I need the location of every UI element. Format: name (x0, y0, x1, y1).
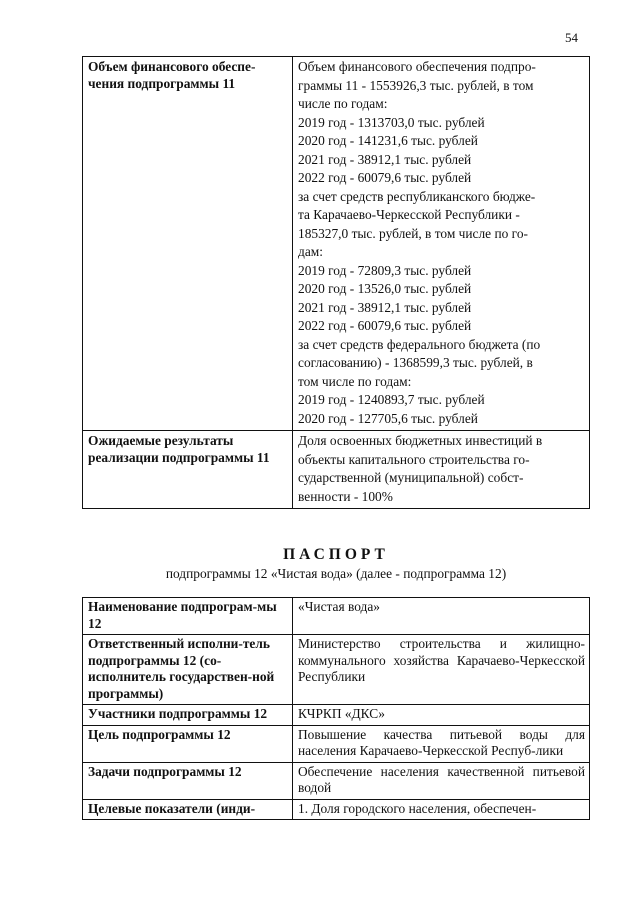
text-line: 185327,0 тыс. рублей, в том числе по го- (298, 225, 528, 241)
text-line: 2020 год - 13526,0 тыс. рублей (298, 281, 472, 296)
row-value-financing (293, 57, 590, 431)
text-line: за счет средств республиканского бюдже- (298, 188, 536, 204)
row-value-results (293, 431, 590, 509)
row-value-participants: КЧРКП «ДКС» (293, 705, 590, 726)
text-line: согласованию) - 1368599,3 тыс. рублей, в (298, 355, 533, 370)
row-value-goal: Повышение качества питьевой воды для населения Карачаево-Черкесской Респуб-лики (293, 725, 590, 762)
row-label-participants: Участники подпрограммы 12 (83, 705, 293, 726)
table-row (83, 635, 590, 705)
text-line: 2021 год - 38912,1 тыс. рублей (298, 299, 472, 315)
text-line: сударственной (муниципальной) собст- (298, 470, 524, 485)
row-label-results: Ожидаемые результаты реализации подпрограммы 11 (83, 431, 293, 509)
row-value-executor: Министерство строительства и жилищно-коммунального хозяйства Карачаево-Черкесской Республики (293, 635, 590, 705)
text-line: 2022 год - 60079,6 тыс. рублей (298, 170, 472, 185)
row-label-indicators: Целевые показатели (инди- (83, 799, 293, 820)
text-line: том числе по годам: (298, 373, 412, 389)
text-line: числе по годам: (298, 96, 388, 111)
row-value-tasks: Обеспечение населения качественной питьевой водой (293, 762, 590, 799)
table-row (83, 762, 590, 799)
text-line: Доля освоенных бюджетных инвестиций в (298, 433, 543, 448)
financing-table (82, 56, 590, 509)
text-line: граммы 11 - 1553926,3 тыс. рублей, в том (298, 77, 534, 93)
text-line: 2019 год - 1240893,7 тыс. рублей (298, 392, 485, 407)
row-label-goal: Цель подпрограммы 12 (83, 725, 293, 762)
row-label-executor: Ответственный исполни-тель подпрограммы 12 (со-исполнитель государствен-ной программы) (83, 635, 293, 705)
text-line: венности - 100% (298, 488, 393, 504)
table-row (83, 57, 590, 431)
row-value-name: «Чистая вода» (293, 598, 590, 635)
text-line: за счет средств федерального бюджета (по (298, 336, 541, 352)
text-line: 2020 год - 141231,6 тыс. рублей (298, 133, 478, 148)
table-row (83, 431, 590, 509)
table-row (83, 598, 590, 635)
table-row (83, 705, 590, 726)
table-row (83, 725, 590, 762)
text-line: 2022 год - 60079,6 тыс. рублей (298, 318, 472, 333)
row-label-name: Наименование подпрограм-мы 12 (83, 598, 293, 635)
text-line: та Карачаево-Черкесской Республики - (298, 207, 520, 222)
passport-subtitle: подпрограммы 12 «Чистая вода» (далее - подпрограмма 12) (165, 566, 507, 581)
passport-table (82, 597, 590, 820)
text-line: 2020 год - 127705,6 тыс. рублей (298, 410, 478, 426)
text-line: 2021 год - 38912,1 тыс. рублей (298, 151, 472, 167)
row-label-tasks: Задачи подпрограммы 12 (83, 762, 293, 799)
row-value-indicators: 1. Доля городского населения, обеспечен- (293, 799, 590, 820)
table-row (83, 799, 590, 820)
text-line: дам: (298, 244, 323, 259)
row-label-financing: Объем финансового обеспе-чения подпрограммы 11 (83, 57, 293, 431)
text-line: 2019 год - 1313703,0 тыс. рублей (298, 114, 485, 130)
text-line: объекты капитального строительства го- (298, 451, 530, 467)
passport-title: ПАСПОРТ (283, 546, 389, 563)
text-line: Объем финансового обеспечения подпро- (298, 59, 536, 74)
page-number: 54 (565, 30, 578, 45)
text-line: 2019 год - 72809,3 тыс. рублей (298, 262, 472, 278)
